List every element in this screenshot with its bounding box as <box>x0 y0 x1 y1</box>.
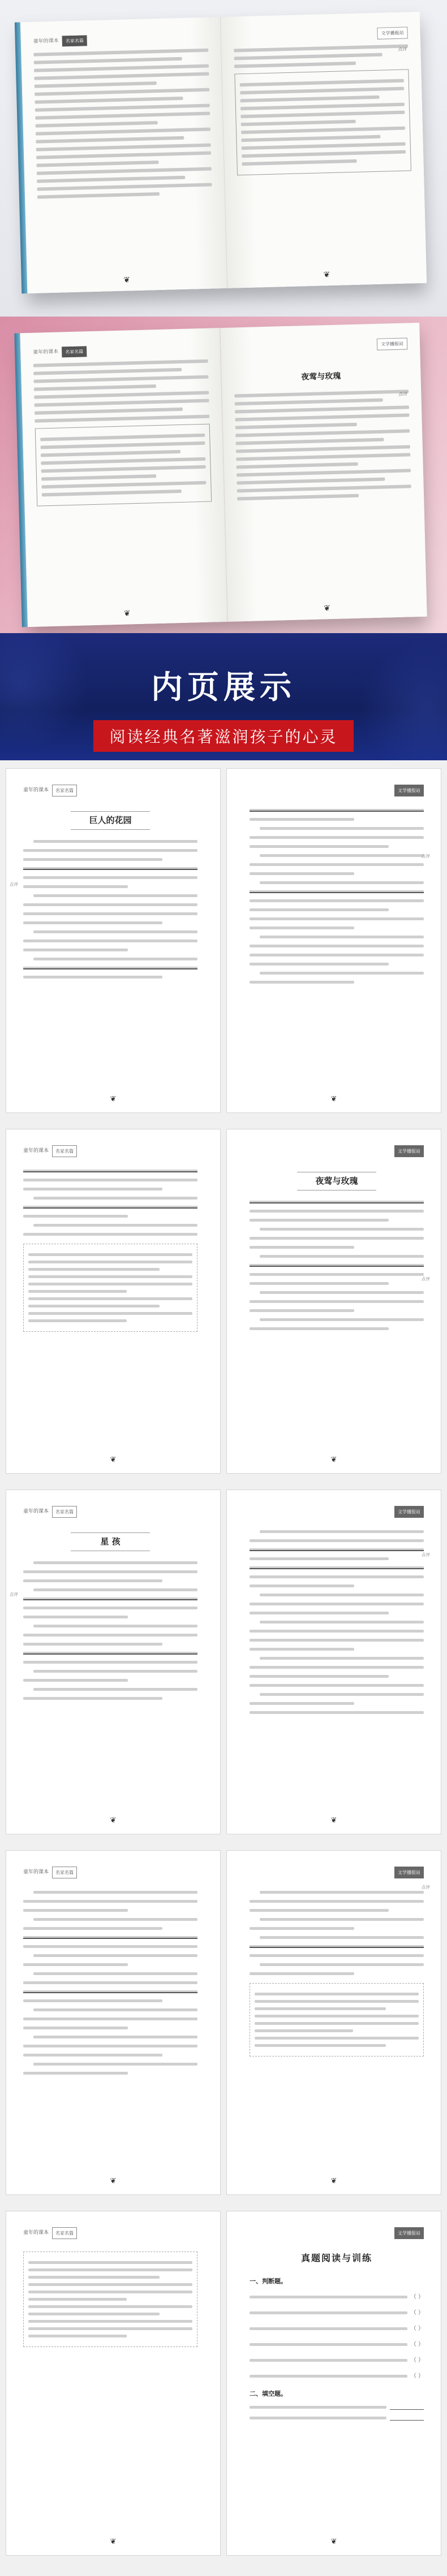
bottom-padding <box>0 2564 447 2576</box>
exercise-item <box>250 2292 424 2302</box>
header-text: 童年的课本 <box>23 787 49 793</box>
page-spread-4 <box>0 1842 447 2203</box>
page-ornament-icon: ❦ <box>330 1816 337 1825</box>
inner-page-right <box>226 2211 441 2556</box>
page-ornament-icon: ❦ <box>330 2177 337 2185</box>
book-spine <box>15 22 28 293</box>
answer-blank[interactable] <box>390 2404 424 2410</box>
header-text: 童年的课本 <box>23 1869 49 1875</box>
inner-page-right <box>226 1490 441 1834</box>
page-header <box>233 27 408 43</box>
page-header <box>23 1145 197 1157</box>
commentary-box <box>35 424 212 506</box>
page-spread-3 <box>0 1482 447 1842</box>
margin-note: 点评 <box>422 854 430 859</box>
page-header <box>250 1506 424 1518</box>
chapter-title: 夜莺与玫瑰 <box>301 371 341 382</box>
header-tag: 文学播报站 <box>394 1145 424 1157</box>
header-tag: 名家名篇 <box>62 35 87 46</box>
commentary-box <box>250 1983 424 2057</box>
page-ornament-icon: ❦ <box>110 2538 117 2546</box>
margin-note: 点评 <box>422 1552 430 1557</box>
page-ornament-icon: ❦ <box>330 1456 337 1464</box>
header-tag: 文学播报站 <box>377 337 408 350</box>
banner-title: 内页展示 <box>151 669 296 706</box>
commentary-box <box>23 1244 197 1332</box>
answer-paren: （ ） <box>410 2310 424 2316</box>
page-ornament-icon: ❦ <box>110 1456 117 1464</box>
header-tag: 文学播报站 <box>394 1506 424 1518</box>
margin-note: 点评 <box>398 391 408 397</box>
header-text: 童年的课本 <box>33 349 59 356</box>
page-spread-2 <box>0 1121 447 1482</box>
margin-note: 点评 <box>398 46 407 52</box>
header-tag: 文学播报站 <box>394 1867 424 1878</box>
page-header <box>33 343 208 358</box>
header-text: 童年的课本 <box>23 1509 49 1514</box>
header-tag: 名家名篇 <box>52 1145 77 1157</box>
page-header <box>23 2227 197 2239</box>
page-spread-5 <box>0 2203 447 2564</box>
header-text: 童年的课本 <box>33 38 59 45</box>
inner-page-right <box>226 1129 441 1474</box>
page-header <box>23 785 197 796</box>
book-left-page <box>20 328 227 627</box>
header-tag: 名家名篇 <box>52 2227 77 2239</box>
page-header <box>33 32 208 47</box>
margin-note: 点评 <box>10 882 18 887</box>
inner-page-left <box>6 1850 221 2195</box>
book-left-page <box>20 17 227 293</box>
commentary-box <box>23 2252 197 2347</box>
page-ornament-icon: ❦ <box>330 1095 337 1103</box>
chapter-title: 巨人的花园 <box>71 811 150 830</box>
exercise-section-1: 一、判断题。 <box>250 2278 287 2285</box>
header-tag: 文学播报站 <box>394 785 424 796</box>
chapter-title: 星 孩 <box>71 1532 150 1551</box>
exercise-item <box>250 2355 424 2366</box>
product-photo-1 <box>0 0 447 317</box>
answer-paren: （ ） <box>410 2341 424 2348</box>
open-book <box>20 12 427 293</box>
exercise-item <box>250 2307 424 2318</box>
inner-page-right <box>226 768 441 1113</box>
book-spine <box>14 333 28 627</box>
page-header <box>23 1506 197 1518</box>
header-text: 童年的课本 <box>23 2230 49 2236</box>
margin-note: 点评 <box>422 1276 430 1281</box>
exercise-title: 真题阅读与训练 <box>300 2253 372 2263</box>
header-tag: 名家名篇 <box>62 346 87 357</box>
inner-page-left <box>6 1129 221 1474</box>
header-text: 童年的课本 <box>23 1148 49 1154</box>
book-right-page <box>220 323 427 622</box>
inner-page-right <box>226 1850 441 2195</box>
header-tag: 名家名篇 <box>52 1506 77 1518</box>
book-right-page <box>220 12 427 288</box>
page-ornament-icon: ❦ <box>123 609 131 618</box>
page-ornament-icon: ❦ <box>330 2538 337 2546</box>
header-tag: 文学播报站 <box>394 2227 424 2239</box>
page-header <box>250 1867 424 1878</box>
answer-paren: （ ） <box>410 2294 424 2300</box>
page-spread-1 <box>0 760 447 1121</box>
product-photo-2 <box>0 317 447 633</box>
exercise-item <box>250 2323 424 2334</box>
section-banner <box>0 633 447 760</box>
inner-page-left <box>6 1490 221 1834</box>
inner-page-left <box>6 768 221 1113</box>
answer-paren: （ ） <box>410 2326 424 2332</box>
exercise-section-2: 二、填空题。 <box>250 2390 287 2397</box>
answer-blank[interactable] <box>390 2415 424 2421</box>
header-tag: 名家名篇 <box>52 1867 77 1878</box>
page-ornament-icon: ❦ <box>110 2177 117 2185</box>
answer-paren: （ ） <box>410 2357 424 2363</box>
page-header <box>23 1867 197 1878</box>
margin-note: 点评 <box>422 1885 430 1890</box>
exercise-item <box>250 2404 424 2410</box>
header-tag: 名家名篇 <box>52 785 77 796</box>
chapter-title: 夜莺与玫瑰 <box>297 1172 376 1190</box>
exercise-item <box>250 2371 424 2382</box>
page-ornament-icon: ❦ <box>110 1095 117 1103</box>
page-ornament-icon: ❦ <box>123 275 131 285</box>
answer-paren: （ ） <box>410 2373 424 2379</box>
commentary-box <box>234 69 411 175</box>
open-book <box>20 323 427 627</box>
page-header <box>250 2227 424 2239</box>
inner-page-left <box>6 2211 221 2556</box>
page-header <box>233 337 407 354</box>
header-tag: 文学播报站 <box>377 27 408 39</box>
page-ornament-icon: ❦ <box>323 604 331 613</box>
exercise-item <box>250 2415 424 2421</box>
page-ornament-icon: ❦ <box>110 1816 117 1825</box>
page-ornament-icon: ❦ <box>323 270 330 280</box>
page-header <box>250 1145 424 1157</box>
margin-note: 点评 <box>10 1592 18 1597</box>
page-header <box>250 785 424 796</box>
banner-subtitle: 阅读经典名著滋润孩子的心灵 <box>93 720 353 752</box>
